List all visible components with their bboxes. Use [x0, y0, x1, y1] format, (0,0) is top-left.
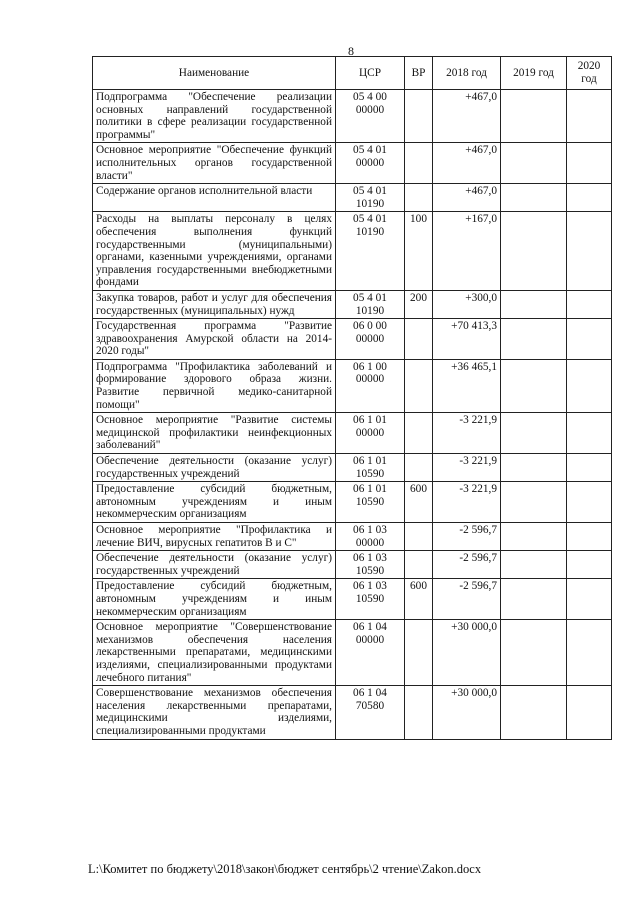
- cell-2019: [501, 620, 567, 686]
- cell-2020: [567, 454, 612, 482]
- cell-2018: +467,0: [433, 184, 501, 212]
- header-csr: ЦСР: [336, 57, 405, 90]
- cell-csr: 06 1 03 10590: [336, 551, 405, 579]
- header-vr: ВР: [405, 57, 433, 90]
- cell-csr: 05 4 01 10190: [336, 184, 405, 212]
- cell-vr: [405, 686, 433, 739]
- cell-name: Закупка товаров, работ и услуг для обеспечения государственных (муниципальных) нужд: [93, 290, 336, 318]
- table-row: [93, 319, 612, 360]
- cell-2018: -3 221,9: [433, 413, 501, 454]
- table-row: [93, 551, 612, 579]
- cell-name: Подпрограмма "Профилактика заболеваний и формирование здорового образа жизни. Развитие первичной медико-санитарной помощи": [93, 359, 336, 412]
- cell-2020: [567, 551, 612, 579]
- cell-csr: 06 1 04 70580: [336, 686, 405, 739]
- cell-2018: -2 596,7: [433, 523, 501, 551]
- cell-name: Основное мероприятие "Профилактика и лечение ВИЧ, вирусных гепатитов В и С": [93, 523, 336, 551]
- cell-2019: [501, 454, 567, 482]
- cell-2018: +30 000,0: [433, 686, 501, 739]
- cell-2020: [567, 319, 612, 360]
- cell-2020: [567, 413, 612, 454]
- cell-vr: [405, 90, 433, 143]
- header-2020: 2020 год: [567, 57, 612, 90]
- cell-2020: [567, 482, 612, 523]
- cell-name: Основное мероприятие "Обеспечение функций исполнительных органов государственной власти": [93, 143, 336, 184]
- header-2019: 2019 год: [501, 57, 567, 90]
- cell-csr: 06 1 03 10590: [336, 579, 405, 620]
- cell-2020: [567, 686, 612, 739]
- cell-name: Предоставление субсидий бюджетным, автономным учреждениям и иным некоммерческим организациям: [93, 482, 336, 523]
- cell-2019: [501, 90, 567, 143]
- cell-csr: 06 1 01 10590: [336, 454, 405, 482]
- cell-2020: [567, 290, 612, 318]
- cell-2018: -2 596,7: [433, 579, 501, 620]
- cell-name: Основное мероприятие "Совершенствование механизмов обеспечения населения лекарственными препаратами, медицинскими изделиями, специализированными продуктами лечебного питания": [93, 620, 336, 686]
- cell-csr: 06 0 00 00000: [336, 319, 405, 360]
- table-row: [93, 359, 612, 412]
- cell-2018: -2 596,7: [433, 551, 501, 579]
- cell-2018: +70 413,3: [433, 319, 501, 360]
- cell-2020: [567, 523, 612, 551]
- cell-name: Расходы на выплаты персоналу в целях обеспечения выполнения функций государственными (муниципальными) органами, казенными учреждениями, органами управления государственными внебюджетными фондами: [93, 212, 336, 291]
- cell-2020: [567, 359, 612, 412]
- cell-2019: [501, 290, 567, 318]
- cell-2019: [501, 319, 567, 360]
- budget-table: [92, 56, 612, 740]
- cell-2018: +467,0: [433, 90, 501, 143]
- cell-csr: 06 1 04 00000: [336, 620, 405, 686]
- cell-name: Обеспечение деятельности (оказание услуг) государственных учреждений: [93, 551, 336, 579]
- table-row: [93, 184, 612, 212]
- cell-2019: [501, 551, 567, 579]
- cell-vr: 200: [405, 290, 433, 318]
- table-header-row: [93, 57, 612, 90]
- table-row: [93, 143, 612, 184]
- cell-2019: [501, 686, 567, 739]
- cell-2020: [567, 143, 612, 184]
- cell-name: Обеспечение деятельности (оказание услуг) государственных учреждений: [93, 454, 336, 482]
- table-row: [93, 579, 612, 620]
- table-row: [93, 212, 612, 291]
- cell-2020: [567, 90, 612, 143]
- cell-csr: 06 1 01 10590: [336, 482, 405, 523]
- cell-2018: +167,0: [433, 212, 501, 291]
- cell-2018: +300,0: [433, 290, 501, 318]
- cell-vr: 100: [405, 212, 433, 291]
- cell-2019: [501, 359, 567, 412]
- cell-name: Государственная программа "Развитие здравоохранения Амурской области на 2014-2020 годы": [93, 319, 336, 360]
- cell-name: Основное мероприятие "Развитие системы медицинской профилактики неинфекционных заболеваний": [93, 413, 336, 454]
- cell-vr: [405, 184, 433, 212]
- cell-name: Содержание органов исполнительной власти: [93, 184, 336, 212]
- table-row: [93, 523, 612, 551]
- cell-2020: [567, 620, 612, 686]
- cell-2019: [501, 212, 567, 291]
- cell-name: Совершенствование механизмов обеспечения населения лекарственными препаратами, медицинскими изделиями, специализированными продуктами: [93, 686, 336, 739]
- cell-2018: +36 465,1: [433, 359, 501, 412]
- cell-csr: 05 4 01 10190: [336, 290, 405, 318]
- table-row: [93, 454, 612, 482]
- cell-2019: [501, 482, 567, 523]
- cell-name: Подпрограмма "Обеспечение реализации основных направлений государственной политики в сфере реализации государственной программы": [93, 90, 336, 143]
- cell-2018: -3 221,9: [433, 454, 501, 482]
- cell-2019: [501, 413, 567, 454]
- cell-csr: 06 1 00 00000: [336, 359, 405, 412]
- cell-csr: 05 4 01 00000: [336, 143, 405, 184]
- cell-vr: [405, 454, 433, 482]
- cell-2019: [501, 579, 567, 620]
- cell-2019: [501, 143, 567, 184]
- cell-vr: [405, 523, 433, 551]
- table-row: [93, 413, 612, 454]
- cell-vr: [405, 319, 433, 360]
- cell-2018: +30 000,0: [433, 620, 501, 686]
- table-row: [93, 620, 612, 686]
- cell-vr: [405, 551, 433, 579]
- cell-2019: [501, 184, 567, 212]
- table-row: [93, 482, 612, 523]
- file-path-footer: L:\Комитет по бюджету\2018\закон\бюджет сентябрь\2 чтение\Zakon.docx: [88, 862, 482, 876]
- cell-2020: [567, 184, 612, 212]
- header-2018: 2018 год: [433, 57, 501, 90]
- cell-2020: [567, 579, 612, 620]
- cell-2020: [567, 212, 612, 291]
- header-name: Наименование: [93, 57, 336, 90]
- cell-vr: [405, 359, 433, 412]
- table-body: [93, 90, 612, 740]
- cell-csr: 06 1 01 00000: [336, 413, 405, 454]
- table-row: [93, 90, 612, 143]
- table-row: [93, 686, 612, 739]
- cell-vr: 600: [405, 579, 433, 620]
- cell-name: Предоставление субсидий бюджетным, автономным учреждениям и иным некоммерческим организациям: [93, 579, 336, 620]
- cell-csr: 06 1 03 00000: [336, 523, 405, 551]
- cell-csr: 05 4 00 00000: [336, 90, 405, 143]
- table-row: [93, 290, 612, 318]
- cell-2018: -3 221,9: [433, 482, 501, 523]
- cell-csr: 05 4 01 10190: [336, 212, 405, 291]
- cell-vr: [405, 413, 433, 454]
- cell-vr: 600: [405, 482, 433, 523]
- cell-vr: [405, 143, 433, 184]
- page-number: 8: [348, 44, 354, 58]
- cell-2018: +467,0: [433, 143, 501, 184]
- cell-vr: [405, 620, 433, 686]
- cell-2019: [501, 523, 567, 551]
